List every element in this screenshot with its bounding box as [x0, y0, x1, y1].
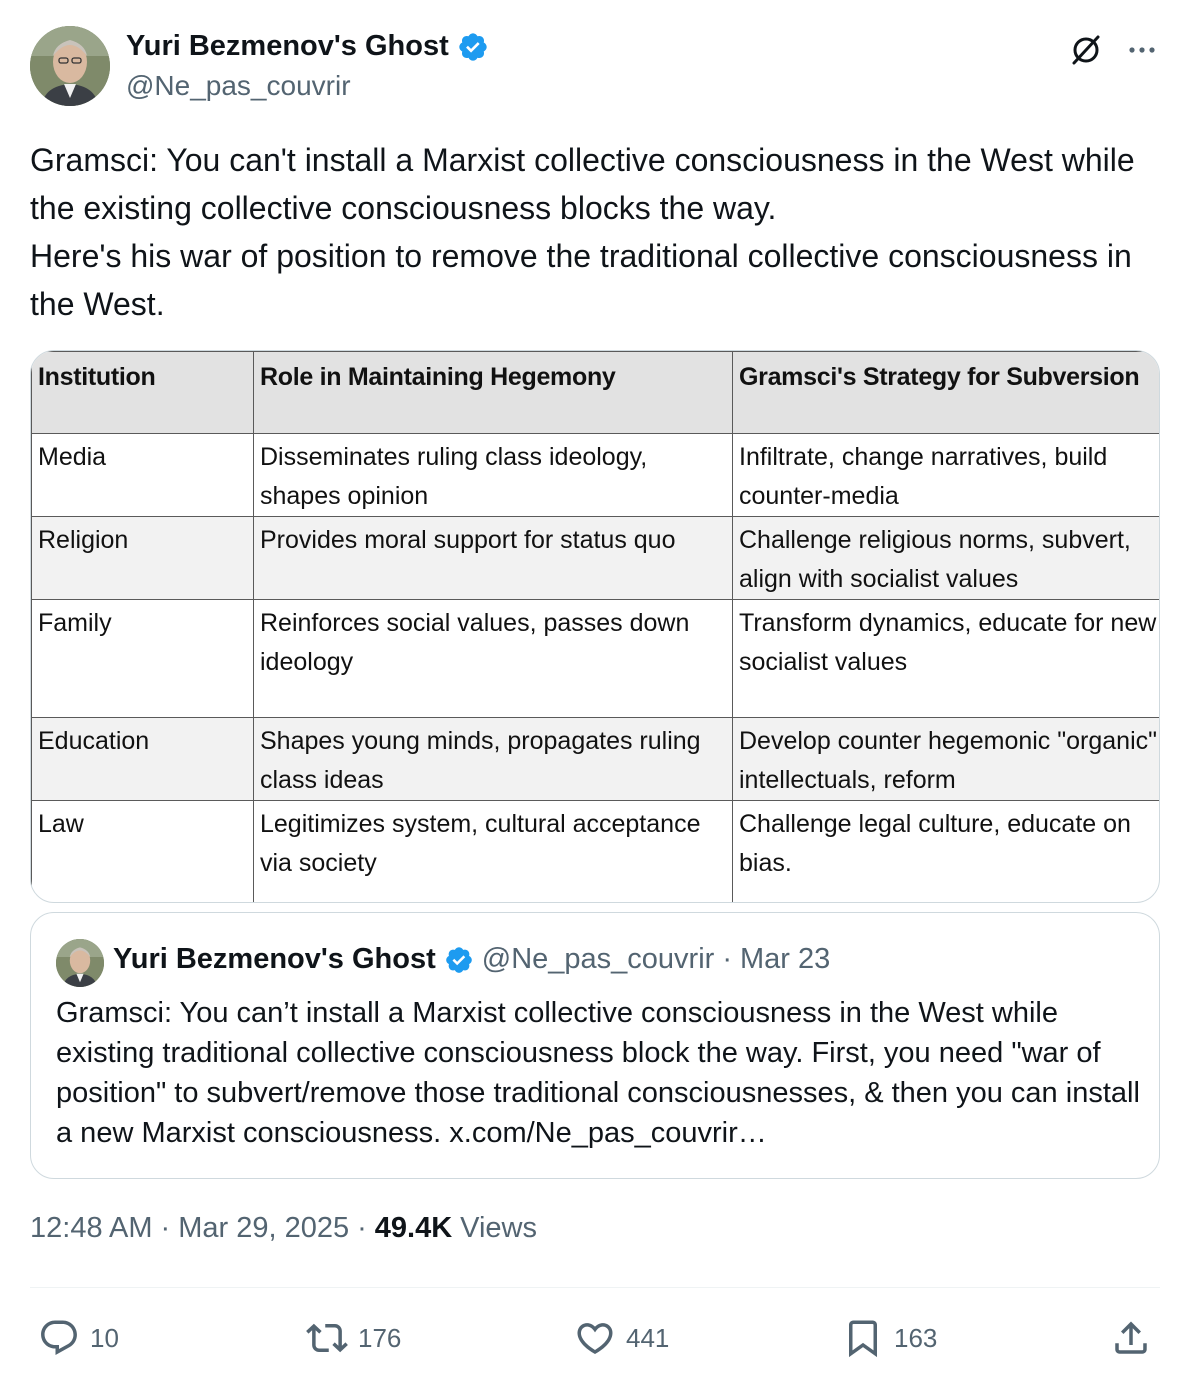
share-icon — [1110, 1317, 1152, 1359]
separator-dot: · — [357, 1212, 367, 1244]
table-cell: Education — [32, 718, 254, 801]
share-button[interactable] — [1110, 1310, 1152, 1366]
heart-icon — [574, 1317, 616, 1359]
like-count: 441 — [626, 1322, 670, 1353]
table-cell: Infiltrate, change narratives, build counter-media — [733, 434, 1161, 517]
tweet-text: Gramsci: You can't install a Marxist collective consciousness in the West while the existing collective consciousness blocks the way. Here's his war of position to remove the traditional collective consciousness in the West. — [30, 142, 1135, 322]
table-cell: Media — [32, 434, 254, 517]
table-header-institution: Institution — [32, 352, 254, 434]
author-display-name[interactable]: Yuri Bezmenov's Ghost — [126, 30, 449, 62]
table-row — [32, 801, 1161, 904]
table-cell: Disseminates ruling class ideology, shapes opinion — [254, 434, 733, 517]
table-cell: Challenge legal culture, educate on bias. — [733, 801, 1161, 904]
author-handle[interactable]: @Ne_pas_couvrir — [126, 70, 351, 101]
tweet-time[interactable]: 12:48 AM — [30, 1212, 153, 1244]
table-cell: Develop counter hegemonic "organic" intellectuals, reform — [733, 718, 1161, 801]
bookmark-icon — [842, 1317, 884, 1359]
table-header-role: Role in Maintaining Hegemony — [254, 352, 733, 434]
table-row — [32, 517, 1161, 600]
divider — [30, 1287, 1160, 1288]
reply-count: 10 — [90, 1322, 119, 1353]
tweet-header — [30, 26, 1160, 106]
tweet-meta — [30, 1212, 537, 1245]
quoted-tweet[interactable] — [30, 912, 1160, 1179]
table-row — [32, 718, 1161, 801]
repost-button[interactable] — [306, 1310, 401, 1366]
table-cell: Law — [32, 801, 254, 904]
bookmark-count: 163 — [894, 1322, 938, 1353]
verified-badge-icon — [457, 31, 489, 63]
table-cell: Reinforces social values, passes down ideology — [254, 600, 733, 718]
tweet-date[interactable]: Mar 29, 2025 — [178, 1212, 350, 1244]
like-button[interactable] — [574, 1310, 669, 1366]
bookmark-button[interactable] — [842, 1310, 937, 1366]
repost-icon — [306, 1317, 348, 1359]
table-header-strategy: Gramsci's Strategy for Subversion — [733, 352, 1161, 434]
author-avatar[interactable] — [30, 26, 110, 106]
views-label: Views — [460, 1212, 537, 1244]
table-cell: Legitimizes system, cultural acceptance via society — [254, 801, 733, 904]
quoted-tweet-date: Mar 23 — [739, 943, 831, 975]
table-cell: Family — [32, 600, 254, 718]
table-cell: Shapes young minds, propagates ruling class ideas — [254, 718, 733, 801]
table-cell: Religion — [32, 517, 254, 600]
verified-badge-icon — [444, 945, 474, 975]
repost-count: 176 — [358, 1322, 402, 1353]
table-row — [32, 600, 1161, 718]
quoted-author-name: Yuri Bezmenov's Ghost — [113, 943, 436, 975]
table-cell: Provides moral support for status quo — [254, 517, 733, 600]
table-cell: Challenge religious norms, subvert, align with socialist values — [733, 517, 1161, 600]
table-cell: Transform dynamics, educate for new socialist values — [733, 600, 1161, 718]
separator-dot: · — [160, 1212, 171, 1244]
quoted-author-avatar — [56, 939, 104, 987]
views-count: 49.4K — [374, 1212, 453, 1244]
reply-icon — [38, 1317, 80, 1359]
separator-dot: · — [722, 943, 732, 975]
quoted-tweet-text: Gramsci: You can’t install a Marxist collective consciousness in the West while existing traditional collective consciousness block the way. First, you need "war of position" to subvert/remove those traditional consciousnesses, & then you can install a new Marxist consciousness. x.com/Ne_pas_couvrir… — [56, 997, 1140, 1149]
more-icon[interactable] — [1124, 32, 1160, 68]
grok-icon[interactable] — [1068, 32, 1104, 68]
tweet-media-image[interactable] — [30, 350, 1160, 903]
table-row — [32, 434, 1161, 517]
hegemony-table — [31, 351, 1160, 903]
quoted-author-handle: @Ne_pas_couvrir — [481, 943, 715, 975]
action-bar — [30, 1310, 1160, 1366]
reply-button[interactable] — [38, 1310, 119, 1366]
